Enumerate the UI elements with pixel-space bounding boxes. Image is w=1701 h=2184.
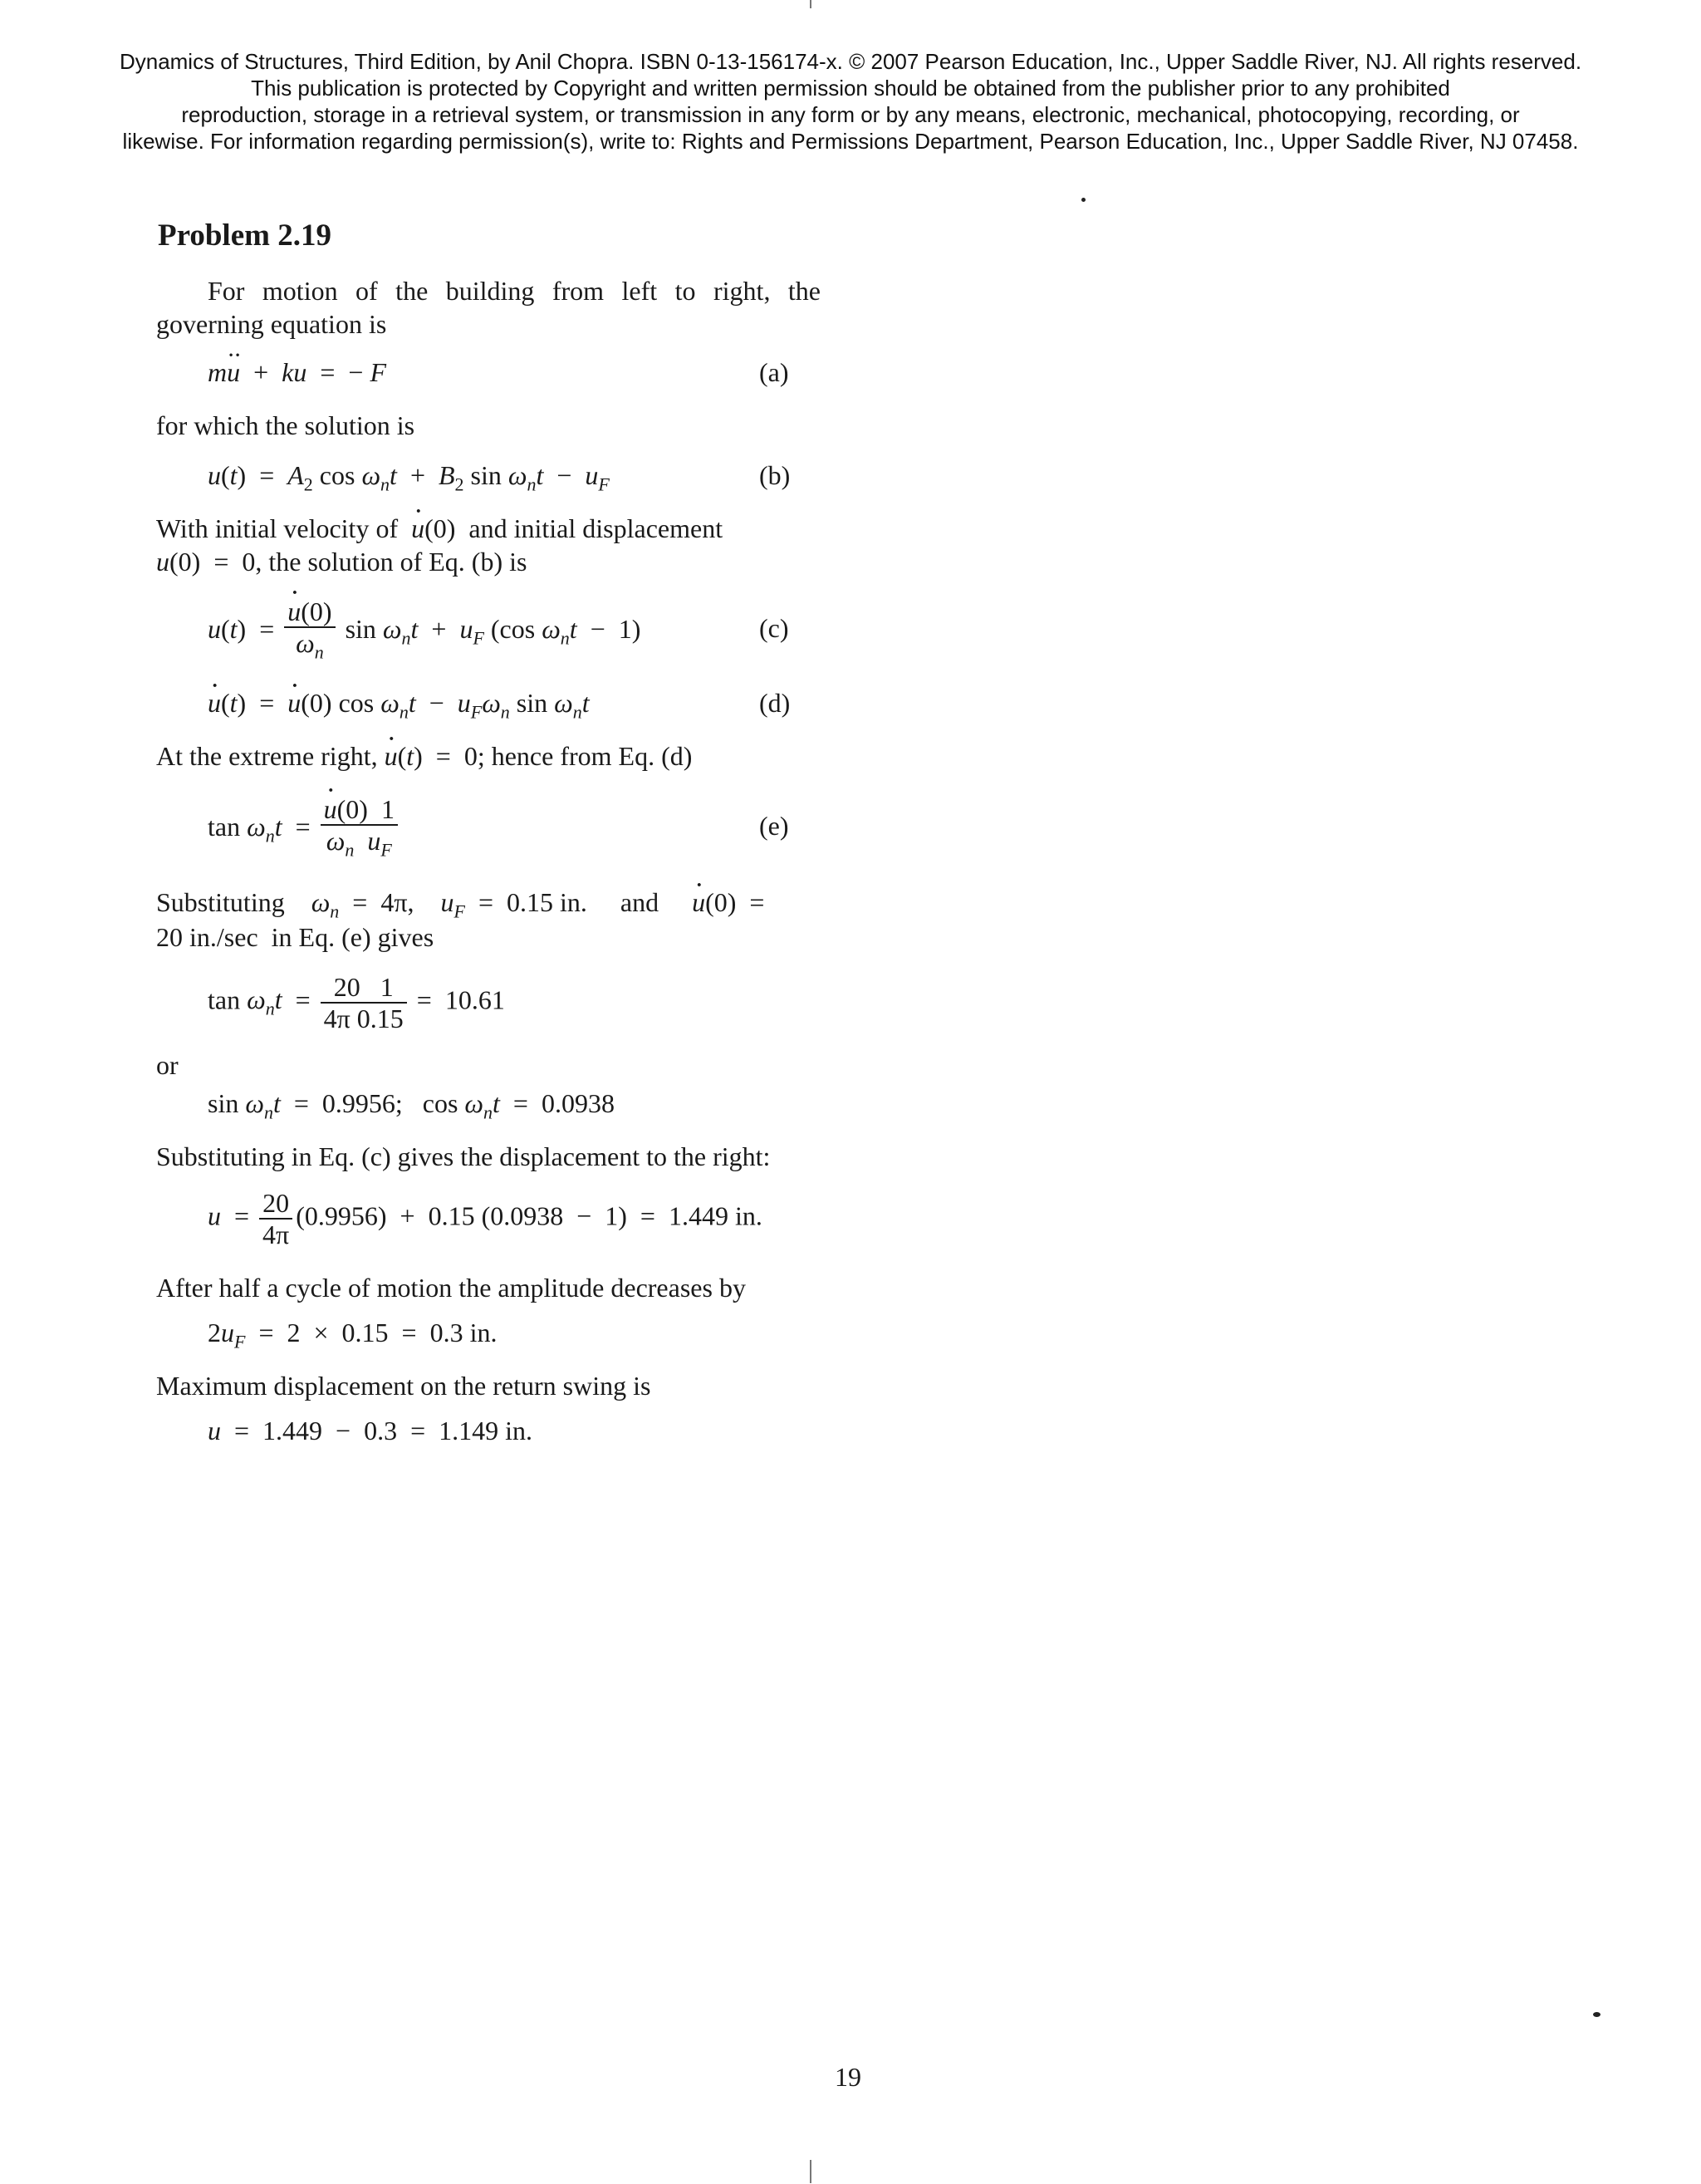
scan-mark <box>810 0 811 8</box>
solution-intro: for which the solution is <box>156 410 415 440</box>
equation-c: u(t) = · $\frac{u(0)}{\omega_n}$ $\sin \omega_nt + u_F$ (cos $\omega_nt - 1$) <box>208 596 640 667</box>
copyright-line: Dynamics of Structures, Third Edition, by Anil Chopra. ISBN 0-13-156174-x. © 2007 Pearson Education, Inc., Upper Saddle River, NJ. All rights reserved. <box>119 49 1582 74</box>
equation-d: · u(t) = · u(0) $\cos \omega_nt - u_F\omega_n$ $\sin \omega_nt$ <box>208 686 590 729</box>
scan-mark <box>810 2160 811 2183</box>
page-number: 19 <box>835 2062 861 2092</box>
scan-speck <box>1081 198 1086 202</box>
problem-title: Problem 2.19 <box>158 218 331 253</box>
equation-a: m·· u + ku = − F <box>208 356 386 389</box>
equation-label-b: (b) <box>759 460 791 490</box>
extreme-right-text: At the extreme right, · u(t) = 0; hence from Eq. (d) <box>156 739 692 773</box>
equation-label-e: (e) <box>759 811 789 841</box>
copyright-line: reproduction, storage in a retrieval system, or transmission in any form or by any means, electronic, mechanical, photocopying, recording, or <box>181 102 1520 127</box>
substitution-c-text: Substituting in Eq. (c) gives the displacement to the right: <box>156 1141 771 1171</box>
or-text: or <box>156 1050 179 1080</box>
decrease-equation: $2u_F = 2 \times 0.15 = 0.3$ in. <box>208 1318 498 1352</box>
equation-label-d: (d) <box>759 688 791 718</box>
substitution-line-2: 20 in./sec in Eq. (e) gives <box>156 922 434 952</box>
initial-condition-line-2: u(0) = 0, the solution of Eq. (b) is <box>156 547 527 577</box>
substitution-line-1: Substituting $\omega_n = 4\pi$, $u_F = 0.15$ in. and · u(0) = <box>156 886 764 928</box>
sin-cos-equation: $\sin \omega_nt = 0.9956$; $\cos \omega_nt = 0.0938$ <box>208 1088 615 1123</box>
tan-numeric-equation: $\tan \omega_nt$ = $\frac{20 1}{4\pi 0.15}$ = 10.61 <box>208 972 505 1033</box>
equation-e: $\tan \omega_nt$ = · $\frac{u(0) 1}{\omega_n u_F}$ <box>208 794 401 865</box>
intro-paragraph: For motion of the building from left to right, the governing equation is <box>156 276 821 339</box>
copyright-line: likewise. For information regarding permission(s), write to: Rights and Permissions Department, Pearson Education, Inc., Upper Saddle River, NJ 07458. <box>122 129 1579 154</box>
return-displacement-equation: u = 1.449 − 0.3 = 1.149 in. <box>208 1416 533 1445</box>
displacement-equation: u = $\frac{20}{4\pi}$ (0.9956) + 0.15 (0.0938 − 1) = 1.449 in. <box>208 1188 762 1249</box>
half-cycle-text: After half a cycle of motion the amplitude decreases by <box>156 1273 746 1303</box>
copyright-line: This publication is protected by Copyright and written permission should be obtained from the publisher prior to any prohibited <box>251 76 1450 101</box>
scan-speck <box>1593 2012 1601 2017</box>
return-swing-text: Maximum displacement on the return swing is <box>156 1371 651 1401</box>
equation-b: $u(t) = A_2$ $\cos \omega_nt + B_2$ $\sin \omega_nt - u_F$ <box>208 460 610 495</box>
equation-label-c: (c) <box>759 613 789 643</box>
equation-label-a: (a) <box>759 357 789 387</box>
initial-condition-line-1: With initial velocity of · u(0) and initial displacement <box>156 512 821 545</box>
copyright-notice <box>0 48 1701 155</box>
